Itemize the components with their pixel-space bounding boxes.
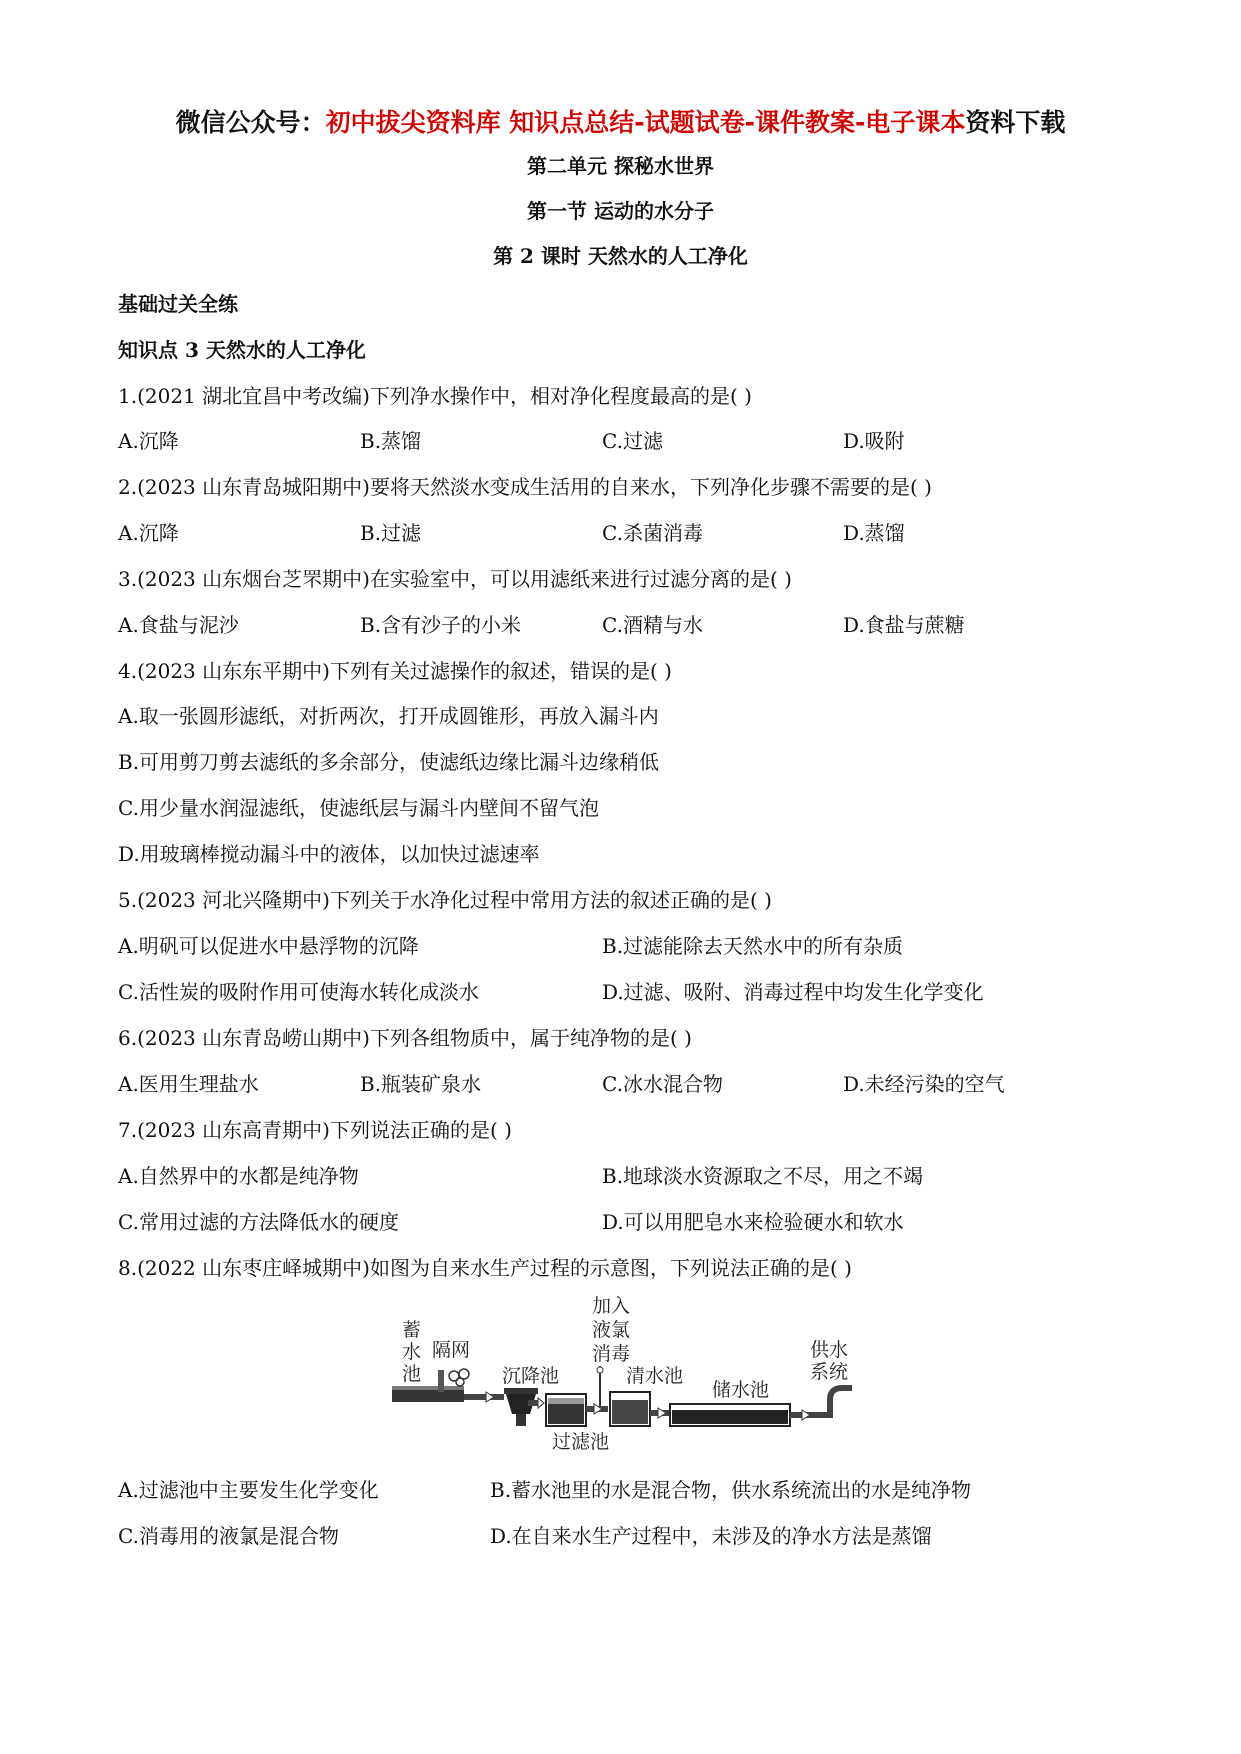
question-3-option-d: D.食盐与蔗糖 — [843, 613, 965, 637]
question-2-option-a: A.沉降 — [118, 521, 179, 545]
question-3-option-a: A.食盐与泥沙 — [118, 613, 239, 637]
reservoir-label-2: 水 — [402, 1341, 422, 1363]
question-4-option-a: A.取一张圆形滤纸，对折两次，打开成圆锥形，再放入漏斗内 — [118, 704, 659, 728]
question-8-option-a: A.过滤池中主要发生化学变化 — [118, 1478, 379, 1502]
header-banner — [0, 106, 1241, 140]
question-4-option-c: C.用少量水润湿滤纸，使滤纸层与漏斗内壁间不留气泡 — [118, 796, 599, 820]
storage-tank — [670, 1404, 790, 1426]
header-prefix: 微信公众号： — [175, 108, 326, 137]
pipe-2 — [650, 1408, 670, 1418]
supply-label-1: 供水 — [810, 1339, 849, 1361]
header-red-text: 初中拔尖资料库 知识点总结-试题试卷-课件教案-电子课本 — [325, 108, 966, 137]
question-1-option-c: C.过滤 — [602, 429, 663, 453]
chlorine-label-3: 消毒 — [592, 1343, 631, 1365]
water-treatment-diagram — [390, 1296, 860, 1456]
chlorine-dosing-tube — [586, 1366, 608, 1414]
question-8-stem: 8.(2022 山东枣庄峄城期中)如图为自来水生产过程的示意图，下列说法正确的是( ) — [118, 1256, 852, 1280]
filter-label: 过滤池 — [552, 1431, 610, 1453]
question-7-stem: 7.(2023 山东高青期中)下列说法正确的是( ) — [118, 1118, 512, 1142]
question-2-option-c: C.杀菌消毒 — [602, 521, 703, 545]
lesson-title: 第 2 课时 天然水的人工净化 — [493, 244, 748, 268]
question-1-option-b: B.蒸馏 — [360, 429, 422, 453]
question-7-option-a: A.自然界中的水都是纯净物 — [118, 1164, 359, 1188]
question-5-option-b: B.过滤能除去天然水中的所有杂质 — [602, 934, 904, 958]
reservoir-label-3: 池 — [402, 1363, 422, 1385]
chlorine-label-2: 液氯 — [592, 1319, 631, 1341]
filter-tank — [528, 1394, 586, 1426]
part-heading: 基础过关全练 — [118, 292, 238, 316]
question-7-option-d: D.可以用肥皂水来检验硬水和软水 — [602, 1210, 904, 1234]
unit-title: 第二单元 探秘水世界 — [527, 154, 714, 178]
screen-mesh-icon — [449, 1369, 469, 1386]
question-3-option-b: B.含有沙子的小米 — [360, 613, 522, 637]
section-title: 第一节 运动的水分子 — [527, 199, 714, 223]
chlorine-label-1: 加入 — [592, 1296, 631, 1317]
question-4-option-d: D.用玻璃棒搅动漏斗中的液体，以加快过滤速率 — [118, 842, 540, 866]
settling-label: 沉降池 — [502, 1365, 560, 1387]
question-3-option-c: C.酒精与水 — [602, 613, 703, 637]
question-2-option-b: B.过滤 — [360, 521, 422, 545]
question-8-option-c: C.消毒用的液氯是混合物 — [118, 1524, 339, 1548]
question-5-option-c: C.活性炭的吸附作用可使海水转化成淡水 — [118, 980, 479, 1004]
question-4-stem: 4.(2023 山东东平期中)下列有关过滤操作的叙述，错误的是( ) — [118, 659, 672, 683]
header-suffix: 资料下载 — [965, 108, 1066, 137]
question-5-option-a: A.明矾可以促进水中悬浮物的沉降 — [118, 934, 419, 958]
question-6-option-c: C.冰水混合物 — [602, 1072, 723, 1096]
question-6-option-b: B.瓶装矿泉水 — [360, 1072, 482, 1096]
question-3-stem: 3.(2023 山东烟台芝罘期中)在实验室中，可以用滤纸来进行过滤分离的是( ) — [118, 567, 792, 591]
pipe-1 — [464, 1392, 504, 1402]
question-6-option-d: D.未经污染的空气 — [843, 1072, 1005, 1096]
question-1-stem: 1.(2021 湖北宜昌中考改编)下列净水操作中，相对净化程度最高的是( ) — [118, 384, 752, 408]
question-6-stem: 6.(2023 山东青岛崂山期中)下列各组物质中，属于纯净物的是( ) — [118, 1026, 692, 1050]
question-2-stem: 2.(2023 山东青岛城阳期中)要将天然淡水变成生活用的自来水，下列净化步骤不需要的是( ) — [118, 475, 932, 499]
question-2-option-d: D.蒸馏 — [843, 521, 905, 545]
pipe-3 — [790, 1388, 852, 1420]
question-6-option-a: A.医用生理盐水 — [118, 1072, 259, 1096]
question-7-option-b: B.地球淡水资源取之不尽，用之不竭 — [602, 1164, 924, 1188]
knowledge-point-heading: 知识点 3 天然水的人工净化 — [118, 338, 366, 362]
question-1-option-a: A.沉降 — [118, 429, 179, 453]
supply-label-2: 系统 — [810, 1361, 849, 1383]
storage-label: 储水池 — [712, 1379, 770, 1401]
question-8-option-d: D.在自来水生产过程中，未涉及的净水方法是蒸馏 — [490, 1524, 932, 1548]
screen-label: 隔网 — [432, 1339, 471, 1361]
question-5-option-d: D.过滤、吸附、消毒过程中均发生化学变化 — [602, 980, 984, 1004]
settling-tank — [504, 1388, 538, 1426]
clear-water-tank — [610, 1392, 650, 1426]
question-4-option-b: B.可用剪刀剪去滤纸的多余部分，使滤纸边缘比漏斗边缘稍低 — [118, 750, 660, 774]
question-7-option-c: C.常用过滤的方法降低水的硬度 — [118, 1210, 399, 1234]
question-5-stem: 5.(2023 河北兴隆期中)下列关于水净化过程中常用方法的叙述正确的是( ) — [118, 888, 772, 912]
question-8-option-b: B.蓄水池里的水是混合物，供水系统流出的水是纯净物 — [490, 1478, 972, 1502]
clear-water-label: 清水池 — [626, 1365, 684, 1387]
question-1-option-d: D.吸附 — [843, 429, 905, 453]
reservoir-label-1: 蓄 — [402, 1319, 422, 1341]
